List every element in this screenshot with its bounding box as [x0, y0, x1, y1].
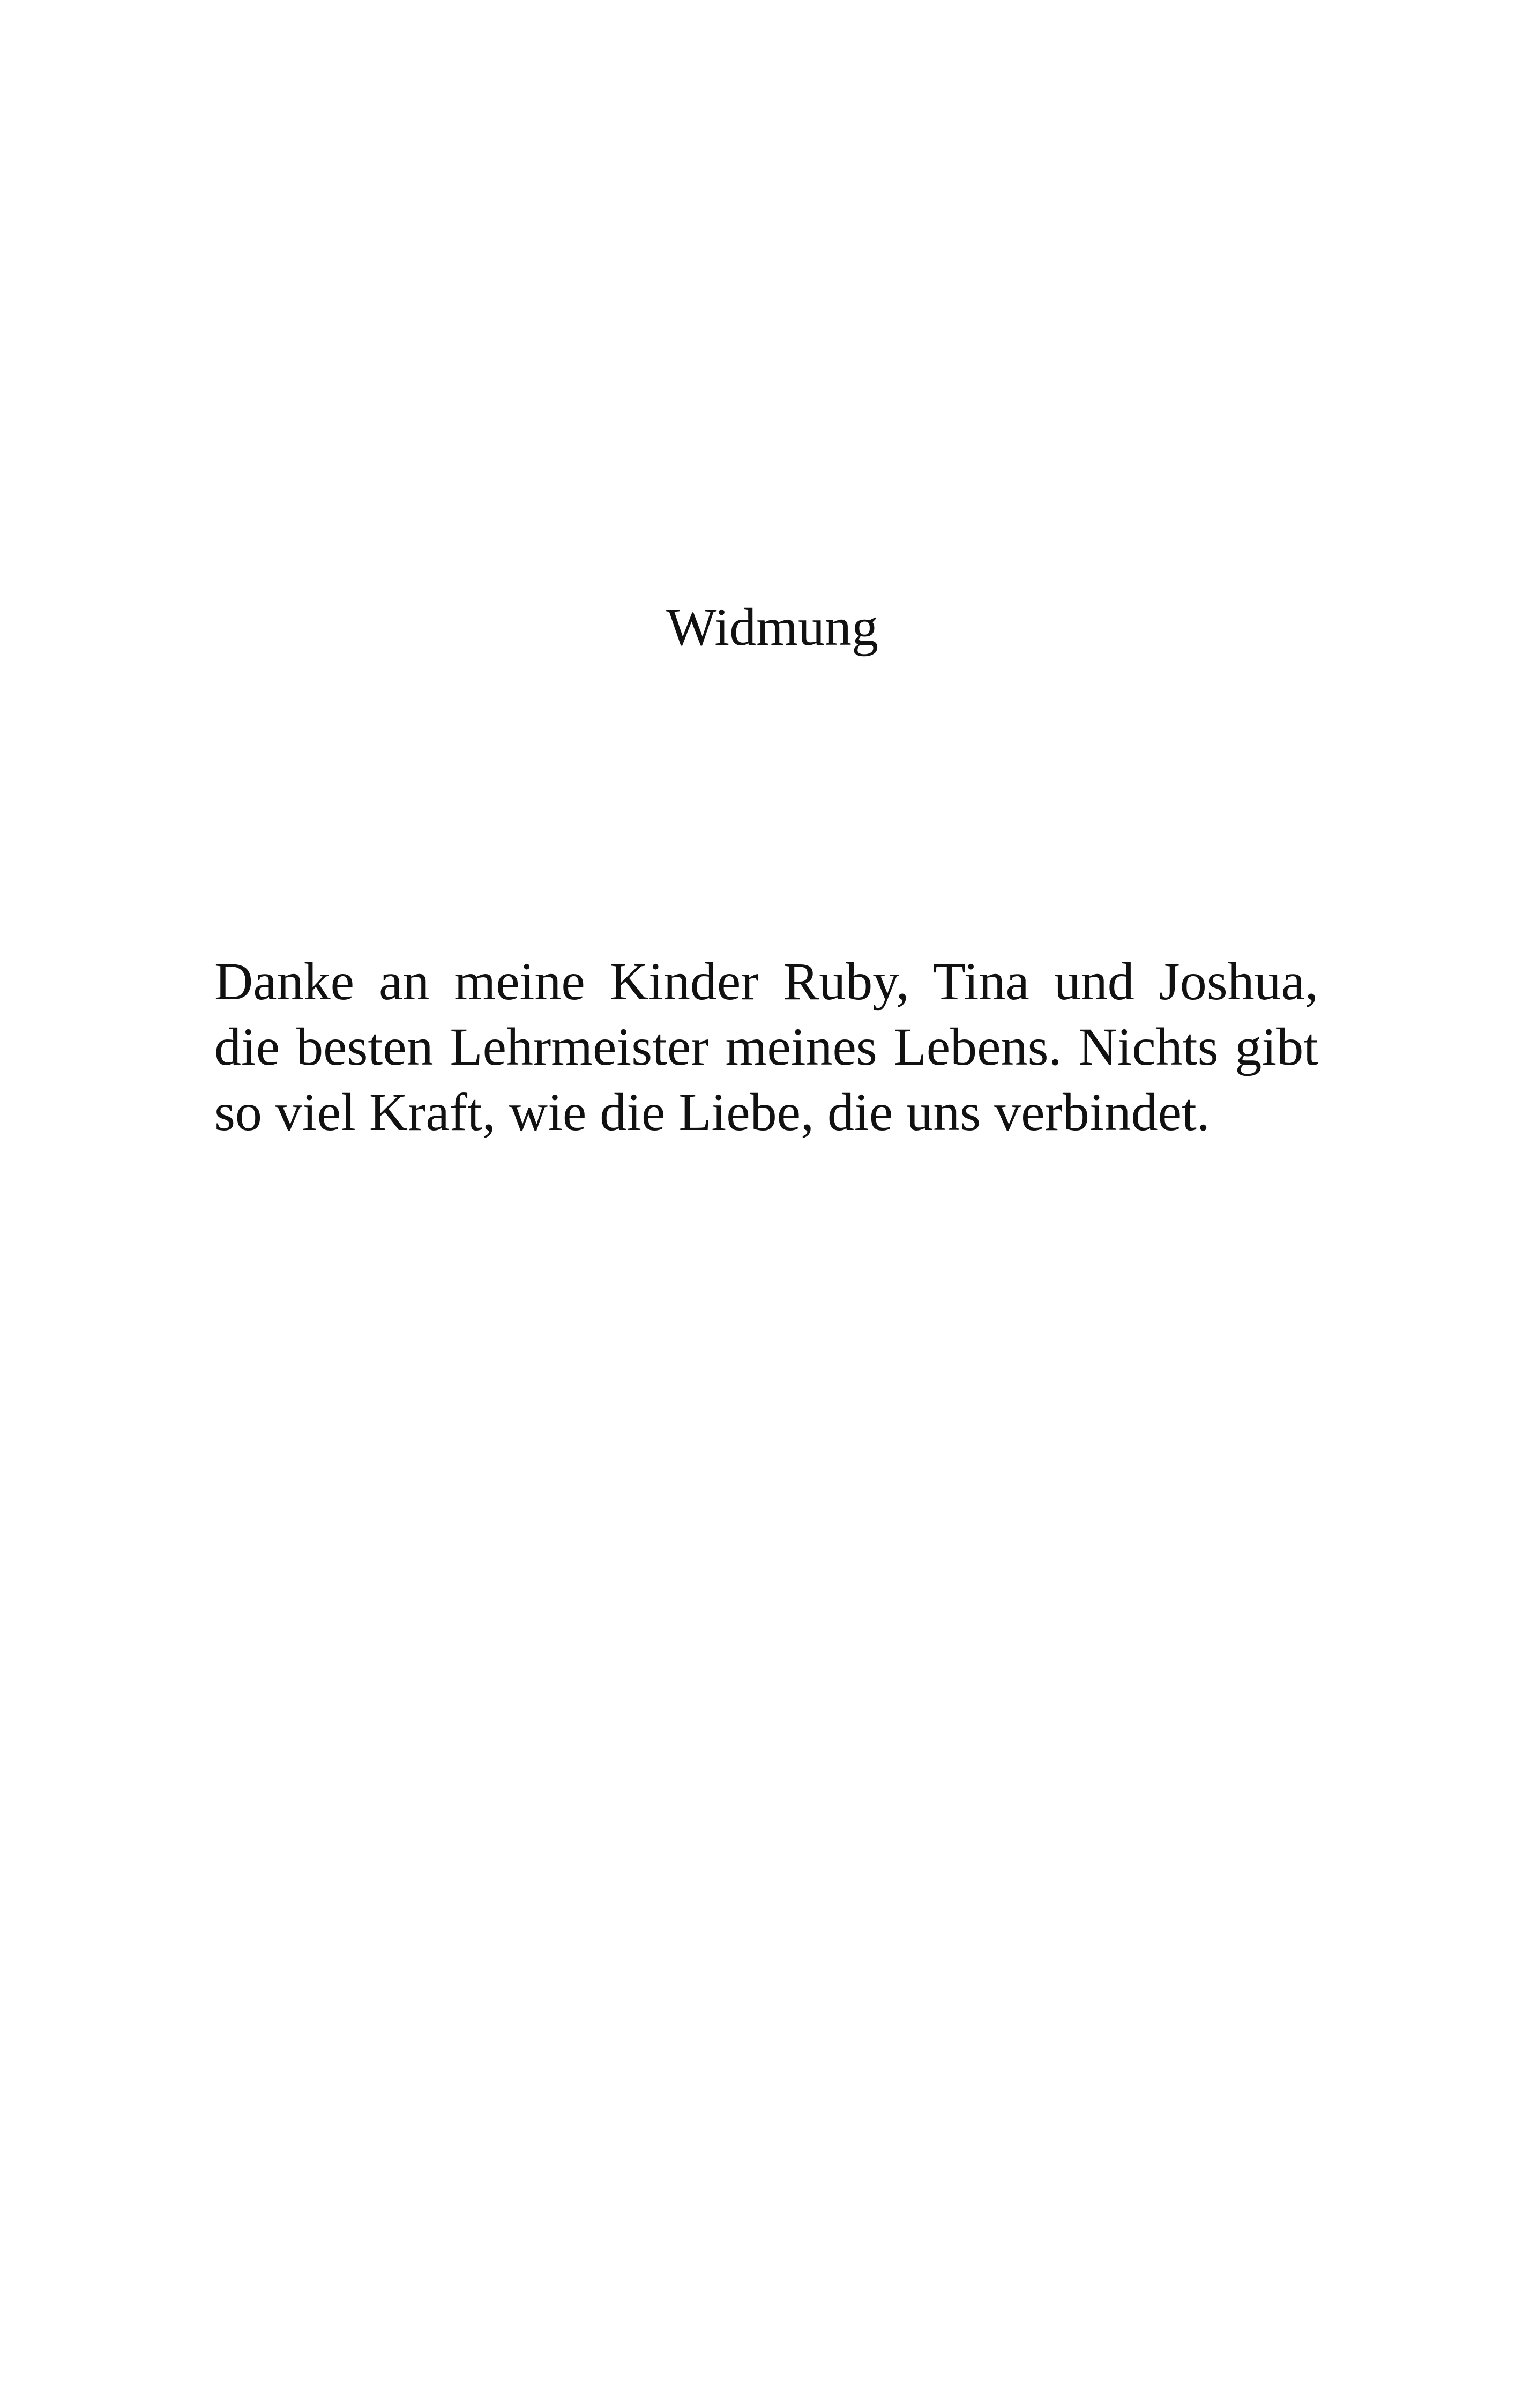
dedication-paragraph	[214, 949, 1318, 1145]
dedication-line: die besten Lehrmeister meines Lebens. Nichts gibt	[214, 1017, 1318, 1076]
dedication-line: so viel Kraft, wie die Liebe, die uns verbindet.	[214, 1082, 1210, 1142]
dedication-line: Danke an meine Kinder Ruby, Tina und Joshua,	[214, 952, 1318, 1011]
page-title: Widmung	[666, 597, 878, 657]
